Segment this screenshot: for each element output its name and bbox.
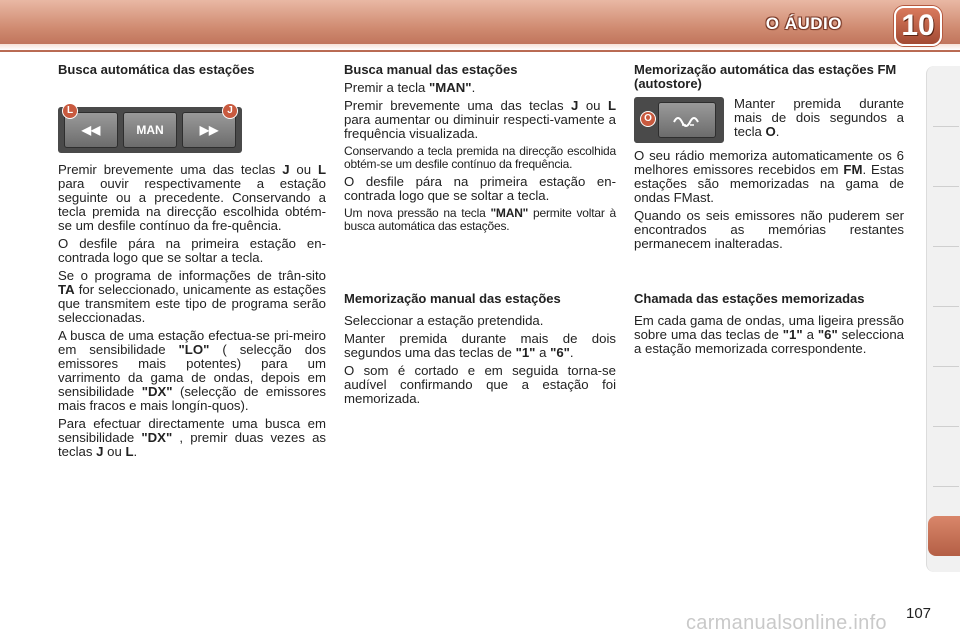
- paragraph: Seleccionar a estação pretendida.: [344, 313, 544, 328]
- paragraph: O som é cortado e em seguida torna-se audível confirmando que a estação foi memorizada.: [344, 363, 616, 406]
- paragraph: Manter premida durante mais de dois segundos uma das teclas de "1" a "6".: [344, 331, 616, 360]
- section-recall-memory: [634, 292, 904, 360]
- key-j-marker: J: [222, 103, 238, 119]
- chapter-title: O ÁUDIO: [765, 14, 842, 33]
- section-heading: Memorização manual das estações: [344, 291, 561, 306]
- key-l-marker: L: [62, 103, 78, 119]
- header-stripe: [0, 44, 960, 50]
- paragraph: A busca de uma estação efectua-se pri-meiro em sensibilidade "LO" ( selecção dos emissores mais potentes) para um varrimento da gama de ondas, depois em sensibilidade "DX" (selecção de emissores mais fracos e mais longín-quos).: [58, 328, 326, 413]
- section-autostore: [634, 63, 904, 255]
- watermark: carmanualsonline.info: [686, 612, 887, 634]
- section-heading: Chamada das estações memorizadas: [634, 291, 865, 306]
- chapter-number-badge: 10: [894, 6, 942, 46]
- paragraph: Quando os seis emissores não puderem ser encontrados as memórias restantes permanecem inalteradas.: [634, 208, 904, 251]
- section-heading: Busca automática das estações: [58, 62, 255, 77]
- paragraph: Premir a tecla "MAN".: [344, 80, 476, 95]
- man-label: MAN: [136, 123, 164, 137]
- paragraph: Em cada gama de ondas, uma ligeira pressão sobre uma das teclas de "1" a "6" selecciona a estação memorizada correspondente.: [634, 313, 904, 356]
- paragraph: Se o programa de informações de trân-sito TA for seleccionado, unicamente as estações que transmitem este tipo de programa serão seleccionadas.: [58, 268, 326, 325]
- section-manual-memory: [344, 292, 616, 410]
- rewind-icon: ◀◀: [81, 123, 101, 137]
- forward-icon: ▶▶: [199, 123, 219, 137]
- autostore-button-panel: [634, 97, 724, 143]
- wave-icon: [672, 112, 702, 128]
- tab-divider: [933, 246, 959, 247]
- key-o-marker: O: [640, 111, 656, 127]
- paragraph: Manter premida durante mais de dois segundos a tecla O.: [734, 96, 904, 139]
- section-auto-search: [58, 63, 326, 463]
- section-heading: Memorização automática das estações FM (autostore): [634, 62, 897, 91]
- section-manual-search: [344, 63, 616, 237]
- chapter-tab-strip: [926, 66, 960, 572]
- tab-divider: [933, 426, 959, 427]
- section-heading: Busca manual das estações: [344, 62, 518, 77]
- paragraph: O desfile pára na primeira estação en-contrada logo que se soltar a tecla.: [344, 174, 616, 203]
- autostore-row: [634, 97, 904, 143]
- tab-divider: [933, 486, 959, 487]
- paragraph: Premir brevemente uma das teclas J ou L para aumentar ou diminuir respecti-vamente a frequência visualizada.: [344, 98, 617, 141]
- chapter-tab-active: [928, 516, 960, 556]
- tab-divider: [933, 186, 959, 187]
- tab-divider: [933, 366, 959, 367]
- paragraph: O desfile pára na primeira estação en-contrada logo que se soltar a tecla.: [58, 236, 326, 265]
- paragraph: Premir brevemente uma das teclas J ou L para ouvir respectivamente a estação seguinte ou a precedente. Conservando a tecla premida na direcção escolhida obtém-se um desfile contínuo da fre-quência.: [58, 162, 327, 233]
- page-number: 107: [906, 605, 932, 622]
- autostore-button: [658, 102, 716, 138]
- man-button: [123, 112, 177, 148]
- tab-divider: [933, 306, 959, 307]
- paragraph: Para efectuar directamente uma busca em sensibilidade "DX" , premir duas vezes as teclas J ou L.: [58, 416, 326, 459]
- paragraph: Um nova pressão na tecla "MAN" permite voltar à busca automática das estações.: [344, 206, 616, 233]
- tab-divider: [933, 126, 959, 127]
- paragraph: Conservando a tecla premida na direcção escolhida obtém-se um desfile contínuo da frequência.: [344, 144, 616, 171]
- paragraph: O seu rádio memoriza automaticamente os 6 melhores emissores recebidos em FM. Estas estações são memorizadas na gama de ondas FMast.: [634, 148, 905, 205]
- radio-button-panel: [58, 107, 242, 153]
